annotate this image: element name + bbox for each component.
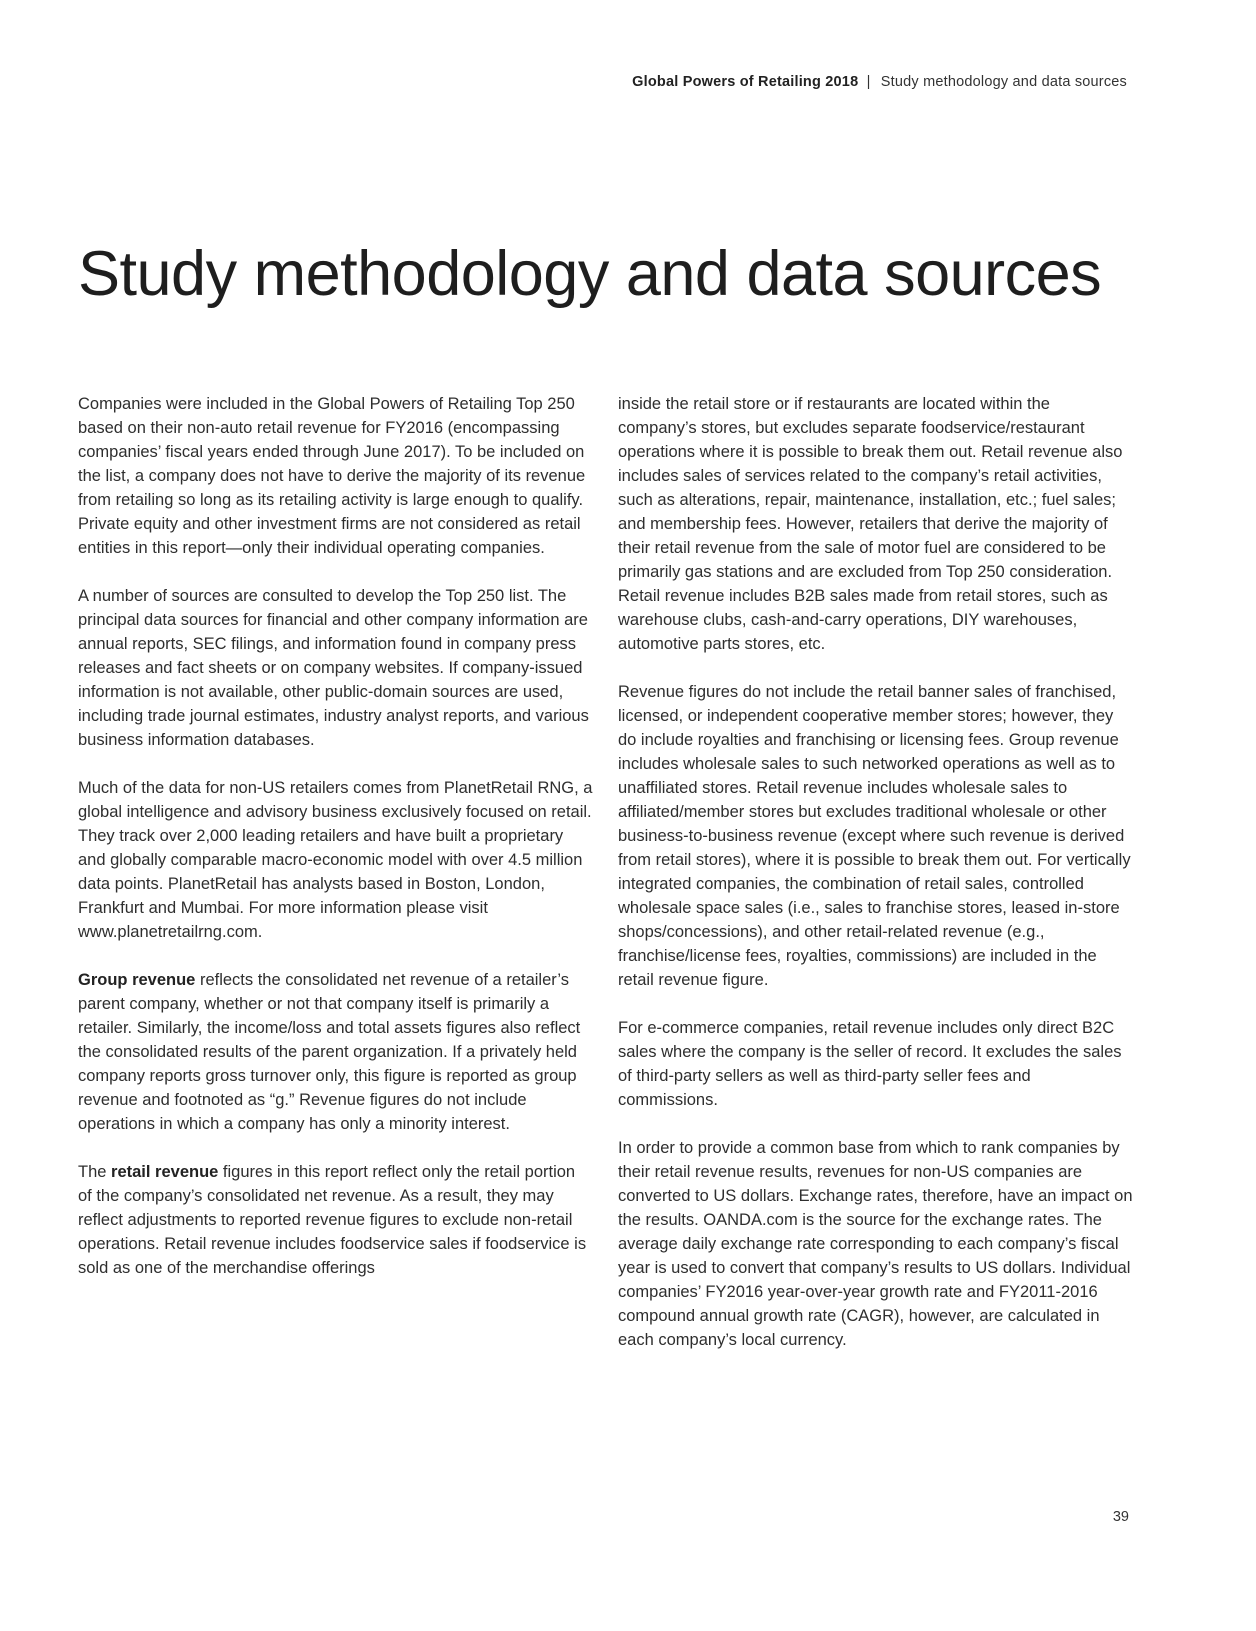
page-number: 39 (1112, 1509, 1129, 1525)
paragraph-retail-revenue-continued: inside the retail store or if restaurants are located within the company’s stores, but excludes separate foodservice/restaurant operations where it is possible to break them out. Retail revenue also includes sales of services related to the company’s retail activities, such as alterations, repair, maintenance, installation, etc.; fuel sales; and membership fees. However, retailers that derive the majority of their retail revenue from the sale of motor fuel are considered to be primarily gas stations and are excluded from Top 250 consideration. Retail revenue includes B2B sales made from retail stores, such as warehouse clubs, cash-and-carry operations, DIY warehouses, automotive parts stores, etc. (618, 395, 1123, 653)
paragraph-data-sources: A number of sources are consulted to develop the Top 250 list. The principal data sources for financial and other company information are annual reports, SEC filings, and information found in company press releases and fact sheets or on company websites. If company-issued information is not available, other public-domain sources are used, including trade journal estimates, industry analyst reports, and various business information databases. (78, 587, 589, 749)
paragraph-planetretail: Much of the data for non-US retailers comes from PlanetRetail RNG, a global intelligence and advisory business exclusively focused on retail. They track over 2,000 leading retailers and have built a proprietary and globally comparable macro-economic model with over 4.5 million data points. PlanetRetail has analysts based in Boston, London, Frankfurt and Mumbai. For more information please visit www.planetretailrng.com. (78, 779, 593, 941)
paragraph-ecommerce: For e-commerce companies, retail revenue includes only direct B2C sales where the company is the seller of record. It excludes the sales of third-party sellers as well as third-party seller fees and commissions. (618, 1019, 1122, 1109)
paragraph-exchange-rates: In order to provide a common base from which to rank companies by their retail revenue results, revenues for non-US companies are converted to US dollars. Exchange rates, therefore, have an impact on the results. OANDA.com is the source for the exchange rates. The average daily exchange rate corresponding to each company’s fiscal year is used to convert that company’s results to US dollars. Individual companies’ FY2016 year-over-year growth rate and FY2011-2016 compound annual growth rate (CAGR), however, are calculated in each company’s local currency. (618, 1139, 1133, 1349)
retail-revenue-text: figures in this report reflect only the retail portion of the company’s consolidated net revenue. As a result, they may reflect adjustments to reported revenue figures to exclude non-retail operations. Retail revenue includes foodservice sales if foodservice is sold as one of the merchandise offerings (78, 1163, 587, 1277)
page-title: Study methodology and data sources (78, 239, 1102, 309)
section-name: Study methodology and data sources (880, 74, 1127, 90)
paragraph-inclusion-criteria: Companies were included in the Global Powers of Retailing Top 250 based on their non-auto retail revenue for FY2016 (encompassing companies’ fiscal years ended through June 2017). To be included on the list, a company does not have to derive the majority of its revenue from retailing so long as its retailing activity is large enough to qualify. Private equity and other investment firms are not considered as retail entities in this report—only their individual operating companies. (78, 395, 586, 557)
paragraph-retail-revenue (78, 1160, 593, 1280)
paragraph-banner-sales: Revenue figures do not include the retail banner sales of franchised, licensed, or independent cooperative member stores; however, they do include royalties and franchising or licensing fees. Group revenue includes wholesale sales to such networked operations as well as to unaffiliated stores. Retail revenue includes wholesale sales to affiliated/member stores but excludes traditional wholesale or other business-to-business revenue (except where such revenue is derived from retail stores), where it is possible to break them out. For vertically integrated companies, the combination of retail sales, controlled wholesale space sales (i.e., sales to franchise stores, leased in-store shops/concessions), and other retail-related revenue (e.g., franchise/license fees, royalties, commissions) are included in the retail revenue figure. (618, 683, 1131, 989)
running-header (632, 74, 1127, 90)
publication-title: Global Powers of Retailing 2018 (632, 74, 859, 90)
left-column (78, 392, 593, 1304)
right-column (618, 392, 1133, 1376)
term-retail-revenue: retail revenue (111, 1163, 219, 1181)
retail-revenue-lead: The (78, 1163, 112, 1181)
paragraph-group-revenue (78, 968, 593, 1136)
group-revenue-text: reflects the consolidated net revenue of a retailer’s parent company, whether or not that company itself is primarily a retailer. Similarly, the income/loss and total assets figures also reflect the consolidated results of the parent organization. If a privately held company reports gross turnover only, this figure is reported as group revenue and footnoted as “g.” Revenue figures do not include operations in which a company has only a minority interest. (78, 971, 581, 1133)
header-separator: | (866, 74, 871, 90)
term-group-revenue: Group revenue (78, 971, 196, 989)
